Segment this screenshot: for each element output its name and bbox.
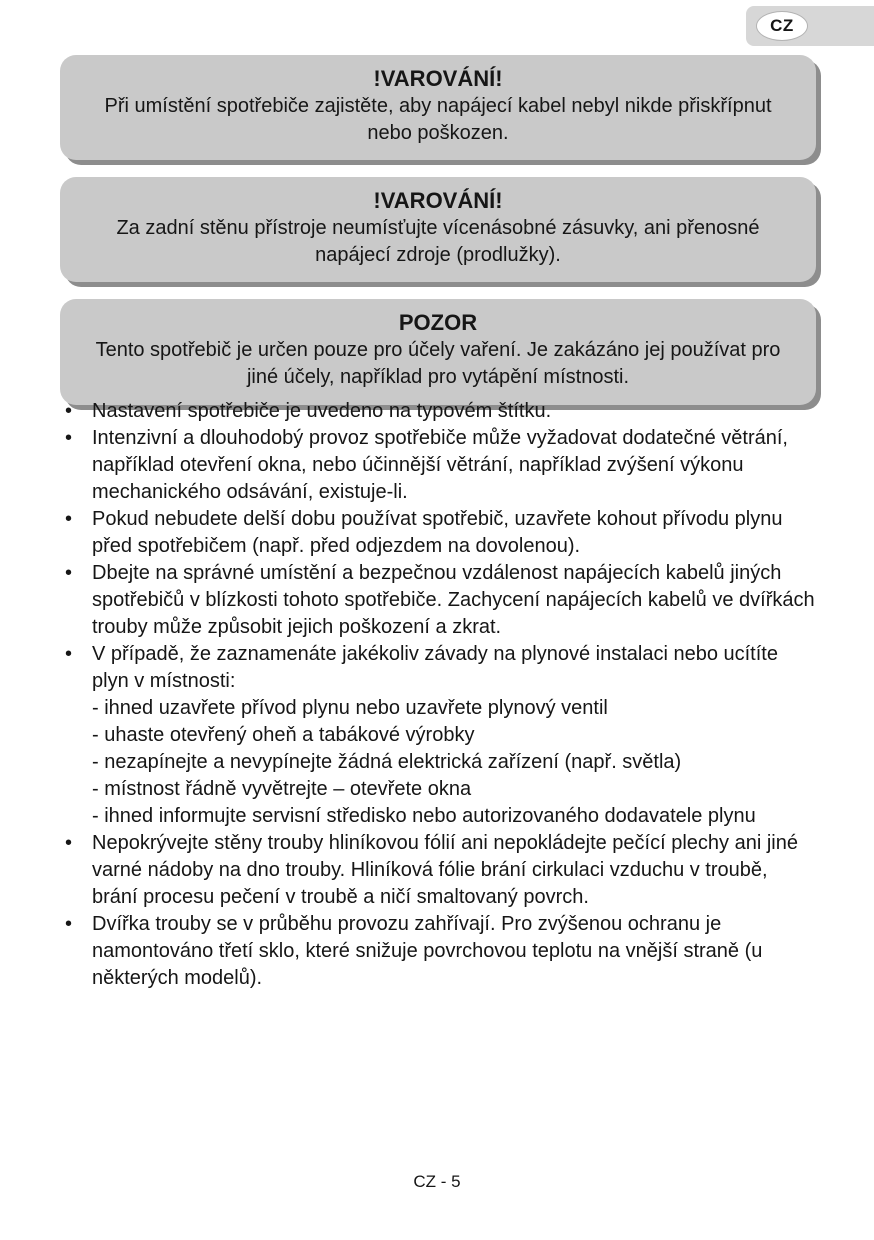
warning-title: POZOR	[398, 310, 478, 336]
list-item-text	[92, 506, 818, 560]
list-item-text	[92, 560, 818, 641]
list-item-sub-line: - nezapínejte a nevypínejte žádná elektrická zařízení (např. světla)	[92, 751, 682, 773]
list-item-sub-line: - uhaste otevřený oheň a tabákové výrobky	[92, 724, 475, 746]
warning-body: Tento spotřebič je určen pouze pro účely vaření. Je zakázáno jej používat pro jiné účely, například pro vytápění místnosti.	[95, 339, 781, 389]
warning-box	[60, 55, 816, 160]
list-item	[60, 560, 818, 641]
language-tab	[746, 6, 874, 46]
list-item-main-text: V případě, že zaznamenáte jakékoliv závady na plynové instalaci nebo ucítíte plyn v místnosti:	[92, 643, 778, 692]
list-item-text	[92, 911, 818, 992]
list-item-main-text: Intenzivní a dlouhodobý provoz spotřebiče může vyžadovat dodatečné větrání, například otevření okna, nebo účinnější větrání, například zvýšení výkonu mechanického odsávání, existuje-li.	[92, 427, 788, 503]
bullet-icon: •	[65, 508, 73, 530]
list-item-text	[92, 830, 818, 911]
page-footer	[0, 1172, 874, 1192]
list-item-sub-line: - místnost řádně vyvětrejte – otevřete okna	[92, 778, 472, 800]
bullet-icon: •	[65, 427, 73, 449]
bullet-icon: •	[65, 643, 73, 665]
language-code: CZ	[770, 16, 794, 35]
warning-title: !VAROVÁNÍ!	[373, 188, 503, 214]
bullet-icon: •	[65, 400, 73, 422]
list-item-main-text: Pokud nebudete delší dobu používat spotřebič, uzavřete kohout přívodu plynu před spotřebičem (např. před odjezdem na dovolenou).	[92, 508, 783, 557]
bullet-icon: •	[65, 913, 73, 935]
warning-title: !VAROVÁNÍ!	[373, 66, 503, 91]
bullet-icon: •	[65, 832, 73, 854]
list-item-text	[92, 425, 818, 506]
list-item-main-text: Dvířka trouby se v průběhu provozu zahřívají. Pro zvýšenou ochranu je namontováno třetí sklo, které snižuje povrchovou teplotu na vnější straně (u některých modelů).	[92, 913, 763, 989]
list-item-main-text: Nastavení spotřebiče je uvedeno na typovém štítku.	[92, 400, 552, 422]
list-item-text	[92, 398, 818, 425]
list-item	[60, 506, 818, 560]
bullet-icon: •	[65, 562, 73, 584]
list-item	[60, 425, 818, 506]
list-item	[60, 911, 818, 992]
warning-boxes	[60, 55, 816, 405]
warning-box	[60, 299, 816, 404]
list-item	[60, 398, 818, 425]
language-badge	[756, 11, 808, 41]
list-item-main-text: Nepokrývejte stěny trouby hliníkovou fólií ani nepokládejte pečící plechy ani jiné varné nádoby na dno trouby. Hliníková fólie brání cirkulaci vzduchu v troubě, brání procesu pečení v troubě a ničí smaltovaný povrch.	[92, 832, 798, 908]
list-item-main-text: Dbejte na správné umístění a bezpečnou vzdálenost napájecích kabelů jiných spotřebičů v blízkosti tohoto spotřebiče. Zachycení napájecích kabelů ve dvířkách trouby může způsobit jejich poškození a zkrat.	[92, 562, 815, 638]
list-item-sub-line: - ihned uzavřete přívod plynu nebo uzavřete plynový ventil	[92, 697, 608, 719]
list-item	[60, 830, 818, 911]
list-item	[60, 641, 818, 830]
list-item-sub-line: - ihned informujte servisní středisko nebo autorizovaného dodavatele plynu	[92, 805, 756, 827]
list-item-text	[92, 641, 818, 830]
safety-list	[60, 398, 818, 992]
warning-box	[60, 177, 816, 282]
page-number: CZ - 5	[413, 1172, 461, 1191]
warning-body: Za zadní stěnu přístroje neumísťujte vícenásobné zásuvky, ani přenosné napájecí zdroje (prodlužky).	[116, 217, 760, 266]
warning-body: Při umístění spotřebiče zajistěte, aby napájecí kabel nebyl nikde přiskřípnut nebo poškozen.	[104, 95, 772, 144]
